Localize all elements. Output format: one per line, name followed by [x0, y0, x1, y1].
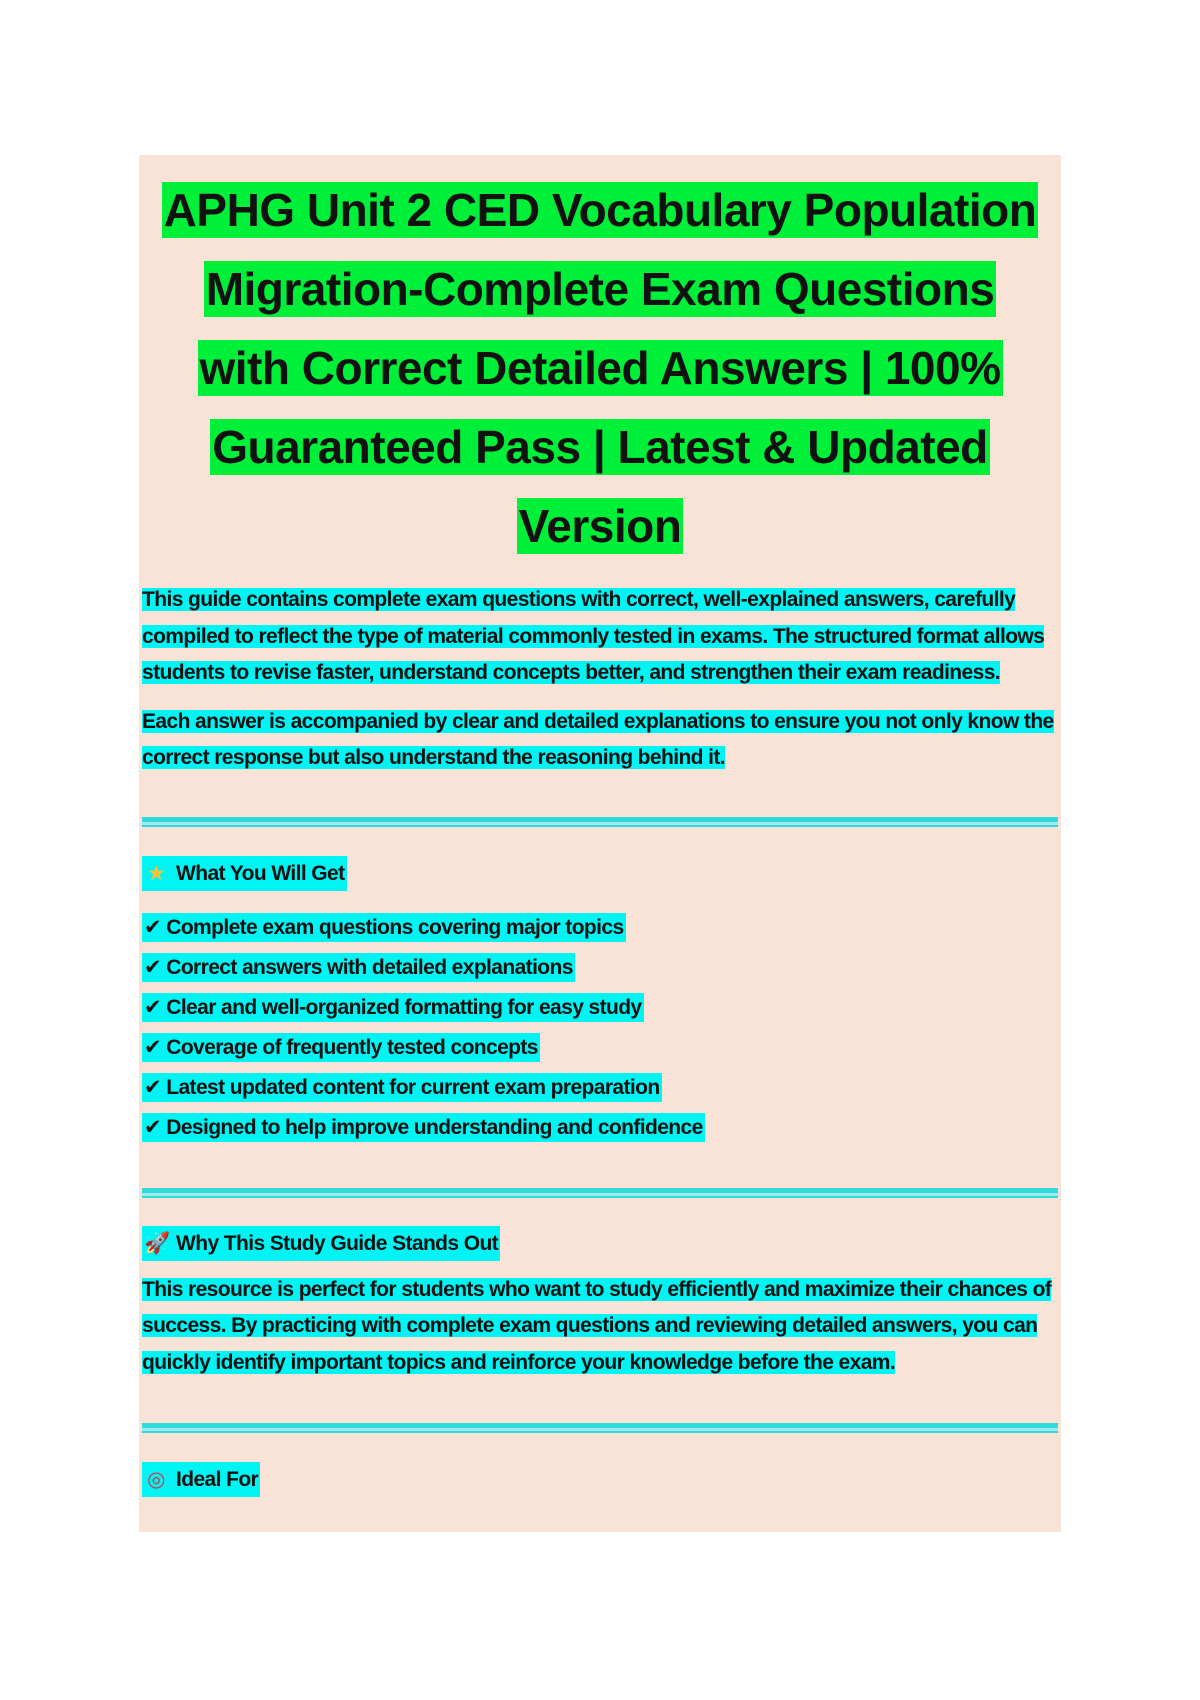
- item-text: Clear and well-organized formatting for easy study: [166, 995, 642, 1019]
- document-title: [139, 171, 1061, 566]
- check-icon: ✔: [144, 1035, 161, 1059]
- heading-text: Ideal For: [176, 1468, 259, 1491]
- benefits-list: [142, 908, 1058, 1148]
- check-icon: ✔: [144, 915, 161, 939]
- divider: [142, 817, 1058, 827]
- rocket-icon: 🚀: [144, 1231, 170, 1255]
- list-item: [142, 1028, 1058, 1068]
- check-icon: ✔: [144, 995, 161, 1019]
- item-text: Coverage of frequently tested concepts: [166, 1035, 538, 1059]
- why-text: This resource is perfect for students who want to study efficiently and maximize their chances of success. By practicing with complete exam questions and reviewing detailed answers, you can quickly identify important topics and reinforce your knowledge before the exam.: [142, 1277, 1052, 1374]
- intro-paragraph-1: [142, 582, 1058, 692]
- list-item: [142, 1108, 1058, 1148]
- target-icon: ◎: [147, 1468, 165, 1491]
- list-item: [142, 988, 1058, 1028]
- check-icon: ✔: [144, 1075, 161, 1099]
- check-icon: ✔: [144, 955, 161, 979]
- heading-text: Why This Study Guide Stands Out: [176, 1231, 499, 1255]
- title-text: APHG Unit 2 CED Vocabulary Population Migration-Complete Exam Questions with Correct Detailed Answers | 100% Guaranteed Pass | Latest & Updated Version: [163, 184, 1037, 552]
- list-item: [142, 908, 1058, 948]
- check-icon: ✔: [144, 1115, 161, 1139]
- intro-text-1: This guide contains complete exam questions with correct, well-explained answers, carefully compiled to reflect the type of material commonly tested in exams. The structured format allows students to revise faster, understand concepts better, and strengthen their exam readiness.: [142, 588, 1045, 684]
- document-page: [139, 155, 1061, 1532]
- section-heading-ideal-for: [142, 1467, 1058, 1492]
- item-text: Latest updated content for current exam preparation: [166, 1075, 660, 1099]
- intro-paragraph-2: [142, 704, 1058, 777]
- item-text: Complete exam questions covering major topics: [166, 915, 624, 939]
- divider: [142, 1423, 1058, 1433]
- section-heading-what-you-get: [142, 861, 1058, 886]
- why-paragraph: [142, 1272, 1058, 1382]
- list-item: [142, 1068, 1058, 1108]
- item-text: Designed to help improve understanding and confidence: [166, 1115, 703, 1139]
- item-text: Correct answers with detailed explanations: [166, 955, 573, 979]
- intro-text-2: Each answer is accompanied by clear and detailed explanations to ensure you not only know the correct response but also understand the reasoning behind it.: [142, 709, 1054, 769]
- list-item: [142, 948, 1058, 988]
- star-icon: ★: [146, 861, 166, 885]
- heading-text: What You Will Get: [176, 861, 345, 885]
- divider: [142, 1188, 1058, 1198]
- section-heading-why: [142, 1232, 1058, 1256]
